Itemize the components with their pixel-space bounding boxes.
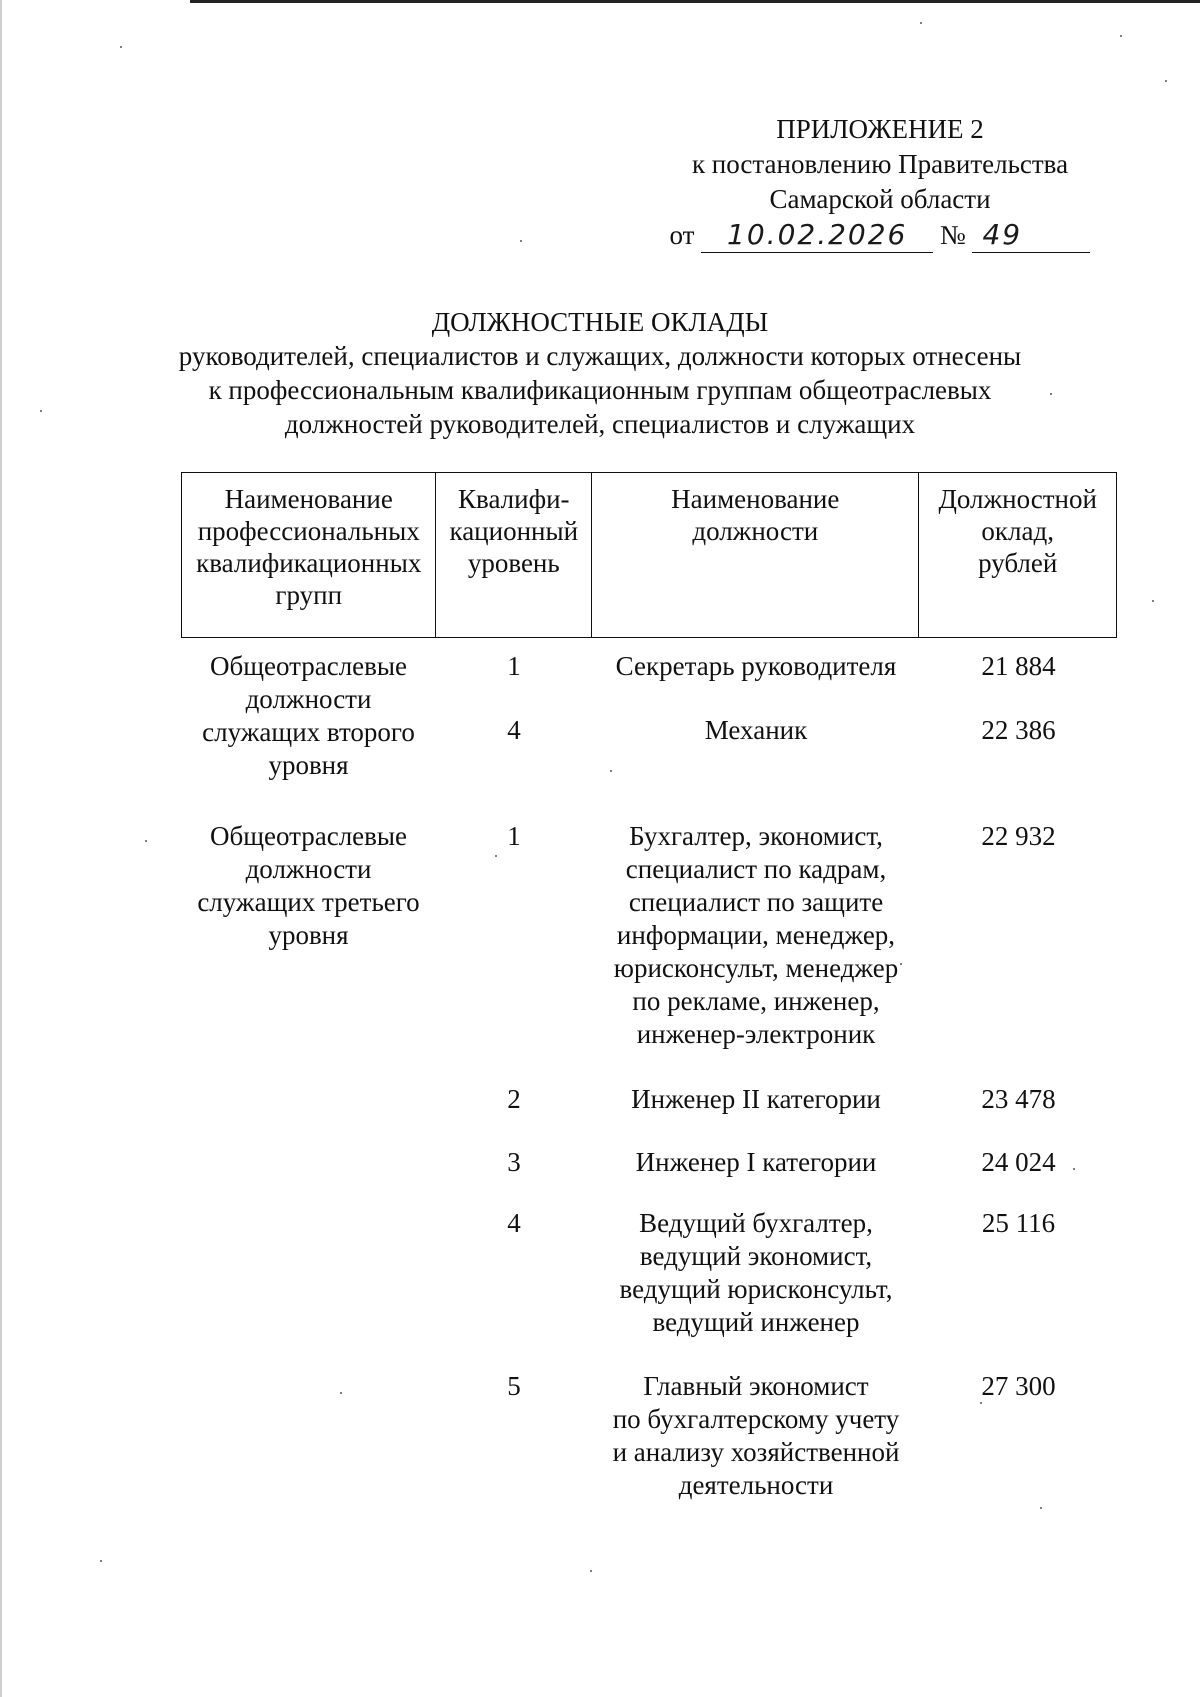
scan-speck (900, 963, 902, 965)
scan-speck (100, 1560, 102, 1562)
heading-line-2: к профессиональным квалификационным группам общеотраслевых (208, 375, 992, 405)
handwritten-number: 49 (972, 217, 1090, 253)
position-cell: Инженер I категории (635, 1147, 877, 1177)
position-cell: Инженер II категории (631, 1084, 881, 1114)
heading-line-3: должностей руководителей, специалистов и служащих (284, 409, 916, 439)
scan-edge-top (190, 0, 1200, 3)
group-name-third-level: Общеотраслевые должности служащих третьего уровня (197, 821, 420, 950)
handwritten-date: 10.02.2026 (701, 217, 933, 253)
header-group-name: Наименование профессиональных квалификационных групп (182, 473, 436, 637)
level-cell: 1 (507, 651, 521, 681)
salary-cell: 23 478 (981, 1084, 1056, 1114)
group-name-second-level: Общеотраслевые должности служащих второго уровня (202, 651, 415, 780)
scan-speck (1050, 393, 1052, 395)
scan-speck (340, 1392, 342, 1394)
salary-cell: 22 386 (981, 715, 1056, 745)
scan-speck (1120, 35, 1122, 37)
position-cell: Главный экономист по бухгалтерскому учету и анализу хозяйственной деятельности (612, 1371, 900, 1500)
scan-speck (495, 855, 497, 857)
scan-speck (120, 46, 122, 48)
scan-speck (980, 1402, 982, 1404)
level-cell: 2 (507, 1084, 521, 1114)
scan-speck (1040, 1507, 1042, 1509)
level-cell: 1 (507, 821, 521, 851)
level-cell: 4 (507, 715, 521, 745)
level-cell: 5 (507, 1371, 521, 1401)
scan-speck (1165, 80, 1167, 82)
attachment-date-line (640, 217, 1120, 253)
scan-edge-left (0, 0, 2, 1697)
scan-speck (590, 1570, 592, 1572)
header-salary: Должностной оклад, рублей (938, 484, 1097, 578)
scan-speck (520, 240, 522, 242)
position-cell: Секретарь руководителя (615, 651, 897, 681)
attachment-block (640, 112, 1120, 253)
level-cell: 3 (507, 1147, 521, 1177)
header-position: Наименование должности (592, 473, 919, 637)
level-cell: 4 (507, 1208, 521, 1238)
heading-line-1: руководителей, специалистов и служащих, должности которых отнесены (178, 341, 1022, 371)
salary-cell: 25 116 (981, 1208, 1056, 1238)
salary-cell: 22 932 (981, 821, 1056, 851)
heading-title: ДОЛЖНОСТНЫЕ ОКЛАДЫ (431, 307, 769, 337)
attachment-line-1: к постановлению Правительства (691, 149, 1069, 179)
salary-cell: 27 300 (981, 1371, 1056, 1401)
position-cell: Ведущий бухгалтер, ведущий экономист, ведущий юрисконсульт, ведущий инженер (619, 1208, 893, 1337)
scan-speck (920, 22, 922, 24)
scan-speck (40, 410, 42, 412)
number-prefix: № (939, 220, 966, 250)
salary-cell: 21 884 (981, 651, 1056, 681)
table-header (181, 472, 1117, 638)
position-cell: Бухгалтер, экономист, специалист по кадрам, специалист по защите информации, менеджер, юрисконсульт, менеджер по рекламе, инженер, инженер-электроник (613, 821, 899, 1049)
scan-speck (145, 840, 147, 842)
scan-speck (1073, 1168, 1075, 1170)
scan-speck (1152, 600, 1154, 602)
scan-speck (610, 770, 612, 772)
document-heading (150, 305, 1050, 441)
date-prefix: от (669, 220, 695, 250)
attachment-title: ПРИЛОЖЕНИЕ 2 (776, 114, 984, 144)
header-level: Квалифи- кационный уровень (436, 473, 592, 637)
salary-cell: 24 024 (981, 1147, 1056, 1177)
position-cell: Механик (704, 715, 808, 745)
attachment-line-2: Самарской области (769, 184, 991, 214)
